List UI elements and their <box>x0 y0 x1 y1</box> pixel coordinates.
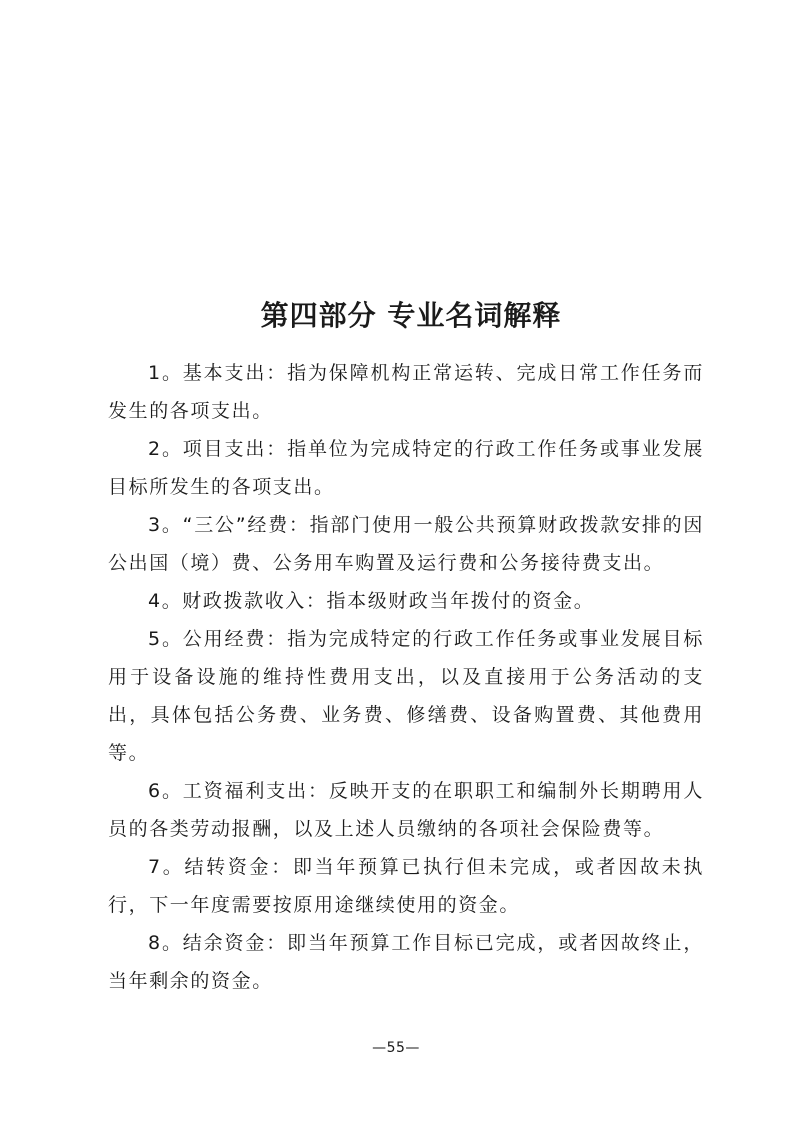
definition-item <box>108 848 704 924</box>
definition-item <box>108 582 704 620</box>
definition-term: 2。项目支出： <box>148 438 288 460</box>
definition-item <box>108 430 704 506</box>
definitions-list <box>108 354 704 1000</box>
page-number: —55— <box>372 1040 420 1056</box>
definition-item <box>108 924 704 1000</box>
definition-text: 即当年预算工作目标已完成，或者因故终止，当年剩余的资金。 <box>108 932 704 992</box>
definition-text: 指为完成特定的行政工作任务或事业发展目标用于设备设施的维持性费用支出，以及直接用于公务活动的支出，具体包括公务费、业务费、修缮费、设备购置费、其他费用等。 <box>108 628 704 764</box>
definition-text: 指本级财政当年拨付的资金。 <box>326 590 595 612</box>
definition-text: 指部门使用一般公共预算财政拨款安排的因公出国（境）费、公务用车购置及运行费和公务接待费支出。 <box>108 514 704 574</box>
definition-term: 6。工资福利支出： <box>148 780 329 802</box>
definition-text: 即当年预算已执行但未完成，或者因故未执行，下一年度需要按原用途继续使用的资金。 <box>108 856 704 916</box>
definition-item <box>108 620 704 772</box>
definition-text: 反映开支的在职职工和编制外长期聘用人员的各类劳动报酬，以及上述人员缴纳的各项社会保险费等。 <box>108 780 704 840</box>
page-title: 第四部分 专业名词解释 <box>260 299 562 332</box>
definition-item <box>108 772 704 848</box>
definition-term: 8。结余资金： <box>148 932 288 954</box>
definition-term: 4。财政拨款收入： <box>148 590 327 612</box>
definition-text: 指单位为完成特定的行政工作任务或事业发展目标所发生的各项支出。 <box>108 438 704 498</box>
definition-item <box>108 354 704 430</box>
definition-item <box>108 506 704 582</box>
definition-term: 1。基本支出： <box>148 362 288 384</box>
definition-term: 7。结转资金： <box>148 856 293 878</box>
definition-text: 指为保障机构正常运转、完成日常工作任务而发生的各项支出。 <box>108 362 704 422</box>
definition-term: 3。“三公”经费： <box>148 514 310 536</box>
definition-term: 5。公用经费： <box>148 628 288 650</box>
